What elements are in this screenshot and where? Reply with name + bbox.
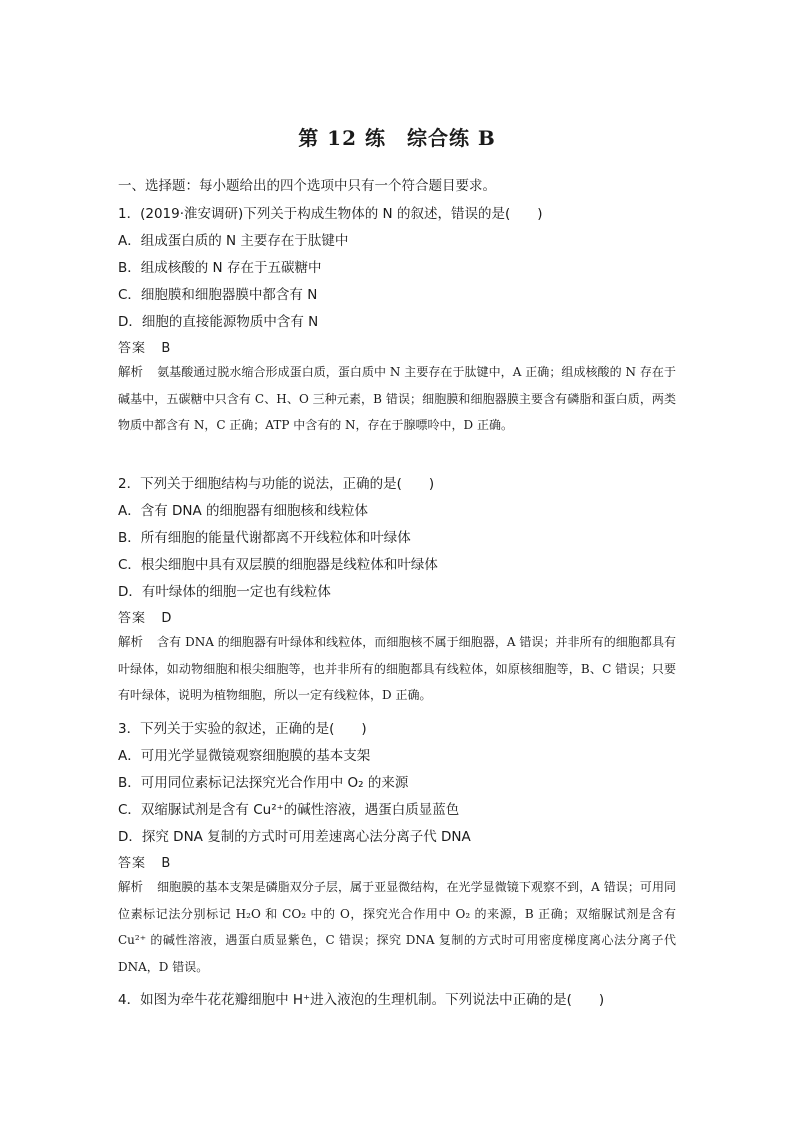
question-2-option-a: A．含有 DNA 的细胞器有细胞核和线粒体 <box>118 503 369 519</box>
explanation-label: 解析 <box>118 364 144 379</box>
question-3-answer <box>118 852 676 871</box>
answer-label: 答案 <box>118 856 147 871</box>
explanation-label: 解析 <box>118 634 144 649</box>
question-1-stem: 1．(2019·淮安调研)下列关于构成生物体的 N 的叙述，错误的是( ) <box>118 206 543 222</box>
section-header: 一、选择题：每小题给出的四个选项中只有一个符合题目要求。 <box>118 178 496 194</box>
explanation-text: 氨基酸通过脱水缩合形成蛋白质，蛋白质中 N 主要存在于肽键中，A 正确；组成核酸的 N 存在于碱基中，五碳糖中只含有 C、H、O 三种元素，B 错误；细胞膜和细胞器膜主要含有磷脂和蛋白质，两类物质中都含有 N，C 正确；ATP 中含有的 N，存在于腺嘌呤中，D 正确。 <box>118 365 676 432</box>
question-2-answer <box>118 607 676 626</box>
question-2-option-c: C．根尖细胞中具有双层膜的细胞器是线粒体和叶绿体 <box>118 557 438 573</box>
answer-label: 答案 <box>118 341 147 356</box>
question-1-explanation <box>118 359 676 439</box>
question-4-stem: 4．如图为牵牛花花瓣细胞中 H⁺进入液泡的生理机制。下列说法中正确的是( ) <box>118 992 605 1008</box>
question-2-option-d: D．有叶绿体的细胞一定也有线粒体 <box>118 584 331 600</box>
question-1-option-c: C．细胞膜和细胞器膜中都含有 N <box>118 287 318 303</box>
question-1-option-a: A．组成蛋白质的 N 主要存在于肽键中 <box>118 233 349 249</box>
question-1-option-d: D．细胞的直接能源物质中含有 N <box>118 314 319 330</box>
answer-value: D <box>161 611 173 626</box>
answer-value: B <box>161 341 172 356</box>
question-2-option-b: B．所有细胞的能量代谢都离不开线粒体和叶绿体 <box>118 530 411 546</box>
answer-label: 答案 <box>118 611 147 626</box>
question-3-option-d: D．探究 DNA 复制的方式时可用差速离心法分离子代 DNA <box>118 829 471 845</box>
question-3-explanation <box>118 874 676 980</box>
question-3-option-b: B．可用同位素标记法探究光合作用中 O₂ 的来源 <box>118 775 409 791</box>
question-1-answer <box>118 337 676 356</box>
explanation-text: 含有 DNA 的细胞器有叶绿体和线粒体，而细胞核不属于细胞器，A 错误；并非所有的细胞都具有叶绿体，如动物细胞和根尖细胞等，也并非所有的细胞都具有线粒体，如原核细胞等，B、C 错误；只要有叶绿体，说明为植物细胞，所以一定有线粒体，D 正确。 <box>118 635 676 702</box>
explanation-label: 解析 <box>118 879 144 894</box>
answer-value: B <box>161 856 172 871</box>
question-3-option-c: C．双缩脲试剂是含有 Cu²⁺的碱性溶液，遇蛋白质显蓝色 <box>118 802 460 818</box>
question-3-option-a: A．可用光学显微镜观察细胞膜的基本支架 <box>118 748 371 764</box>
question-3-stem: 3．下列关于实验的叙述，正确的是( ) <box>118 721 367 737</box>
page-title: 第 12 练 综合练 B <box>298 126 496 150</box>
question-2-stem: 2．下列关于细胞结构与功能的说法，正确的是( ) <box>118 476 435 492</box>
question-1-option-b: B．组成核酸的 N 存在于五碳糖中 <box>118 260 322 276</box>
question-2-explanation <box>118 629 676 709</box>
explanation-text: 细胞膜的基本支架是磷脂双分子层，属于亚显微结构，在光学显微镜下观察不到，A 错误；可用同位素标记法分别标记 H₂O 和 CO₂ 中的 O，探究光合作用中 O₂ 的来源，B 正确；双缩脲试剂是含有 Cu²⁺ 的碱性溶液，遇蛋白质显紫色，C 错误；探究 DNA 复制的方式时可用密度梯度离心法分离子代 DNA，D 错误。 <box>118 880 676 974</box>
